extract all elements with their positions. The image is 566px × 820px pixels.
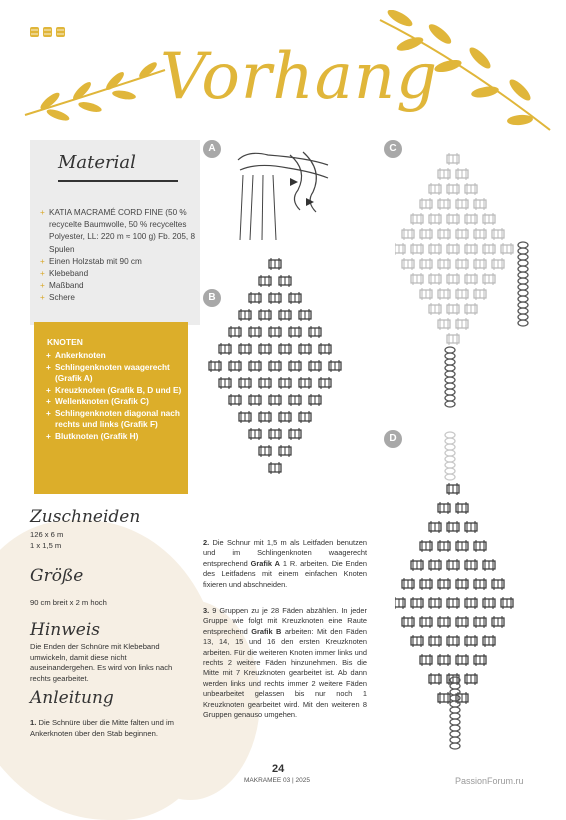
cross-knot bbox=[465, 303, 477, 315]
step-text: arbeiten: Mit den Fäden 13, 14, 15 und 16 den ersten Kreuzknoten arbeiten. Für die weiteren Knoten immer links und rechts 2 weitere Fäden hinzunehmen. Bis die Mitte mit 7 Kreuzknoten gearbeitet ist. Ab dann werden links und rechts immer 2 weitere Fäden unbearbeitet gelassen bis nur noch 1 Kreuzknoten gearbeitet wird. Mit den weiteren 8 Gruppen genauso umgehen. bbox=[203, 626, 367, 720]
cross-knot bbox=[420, 540, 432, 552]
cross-knot bbox=[319, 377, 331, 389]
cross-knot bbox=[438, 198, 450, 210]
material-list bbox=[40, 207, 198, 305]
zuschneiden-line: 126 x 6 m bbox=[30, 530, 64, 539]
cross-knot bbox=[438, 616, 450, 628]
chain-link bbox=[450, 719, 460, 725]
graphic-label-d: D bbox=[384, 430, 402, 448]
step-number: 1. bbox=[30, 718, 37, 727]
cross-knot bbox=[289, 394, 301, 406]
anleitung-step1 bbox=[30, 718, 192, 739]
cross-knot bbox=[456, 578, 468, 590]
chain-link bbox=[450, 725, 460, 731]
cross-knot bbox=[474, 540, 486, 552]
cross-knot bbox=[465, 521, 477, 533]
cross-knot bbox=[259, 343, 271, 355]
zuschneiden-line: 1 x 1,5 m bbox=[30, 541, 62, 550]
graphic-b-diamond bbox=[200, 255, 350, 500]
cross-knot bbox=[465, 183, 477, 195]
list-item: + Blutknoten (Grafik H) bbox=[46, 431, 184, 443]
chain-link bbox=[445, 359, 455, 365]
cross-knot bbox=[249, 292, 261, 304]
chain-link bbox=[450, 683, 460, 689]
cross-knot bbox=[492, 616, 504, 628]
cross-knot bbox=[249, 360, 261, 372]
cross-knot bbox=[438, 228, 450, 240]
cross-knot bbox=[249, 394, 261, 406]
cross-knot bbox=[456, 318, 468, 330]
cross-knot bbox=[239, 411, 251, 423]
step-text: Die Schnüre über die Mitte falten und im Ankerknoten über den Stab beginnen. bbox=[30, 718, 174, 738]
cross-knot bbox=[269, 258, 281, 270]
cross-knot bbox=[420, 654, 432, 666]
chain-link bbox=[445, 450, 455, 456]
chain-link bbox=[450, 743, 460, 749]
cross-knot bbox=[456, 168, 468, 180]
cross-knot bbox=[289, 326, 301, 338]
cross-knot bbox=[456, 228, 468, 240]
step-text: Die Schnur mit 1,5 m als Leitfaden benutzen und im Schlingenknoten waagerecht entsprechend bbox=[203, 538, 367, 568]
cross-knot bbox=[456, 654, 468, 666]
chain-link bbox=[450, 707, 460, 713]
cross-knot bbox=[269, 326, 281, 338]
watermark: PassionForum.ru bbox=[455, 776, 524, 786]
cross-knot bbox=[456, 502, 468, 514]
chain-link bbox=[445, 395, 455, 401]
cross-knot bbox=[279, 275, 291, 287]
chain-link bbox=[518, 308, 528, 314]
graphic-reference: Grafik A bbox=[250, 558, 280, 568]
cross-knot bbox=[289, 292, 301, 304]
cross-knot bbox=[483, 635, 495, 647]
cross-knot bbox=[411, 243, 423, 255]
cross-knot bbox=[269, 292, 281, 304]
chain-link bbox=[445, 438, 455, 444]
cross-knot bbox=[447, 483, 459, 495]
list-item: + Ankerknoten bbox=[46, 350, 184, 362]
step-number: 3. bbox=[203, 606, 210, 615]
chain-link bbox=[518, 242, 528, 248]
cross-knot bbox=[309, 394, 321, 406]
cross-knot bbox=[429, 559, 441, 571]
cross-knot bbox=[483, 597, 495, 609]
cross-knot bbox=[447, 559, 459, 571]
cross-knot bbox=[402, 616, 414, 628]
hinweis-text: Die Enden der Schnüre mit Klebeband umwickeln, damit diese nicht auseinandergehen. Es wird von links nach rechts gearbeitet. bbox=[30, 642, 173, 683]
cross-knot bbox=[429, 243, 441, 255]
cross-knot bbox=[420, 258, 432, 270]
cross-knot bbox=[447, 635, 459, 647]
cross-knot bbox=[456, 258, 468, 270]
cross-knot bbox=[474, 578, 486, 590]
cross-knot bbox=[229, 326, 241, 338]
cross-knot bbox=[465, 559, 477, 571]
cross-knot bbox=[309, 326, 321, 338]
cross-knot bbox=[474, 198, 486, 210]
cross-knot bbox=[420, 288, 432, 300]
cross-knot bbox=[411, 635, 423, 647]
chain-link bbox=[518, 254, 528, 260]
chain-link bbox=[518, 284, 528, 290]
cross-knot bbox=[447, 153, 459, 165]
cross-knot bbox=[259, 377, 271, 389]
cross-knot bbox=[465, 597, 477, 609]
cross-knot bbox=[429, 597, 441, 609]
cross-knot bbox=[299, 343, 311, 355]
cross-knot bbox=[456, 288, 468, 300]
cross-knot bbox=[209, 360, 221, 372]
cross-knot bbox=[429, 521, 441, 533]
list-item: + Schlingenknoten diagonal nach rechts und links (Grafik F) bbox=[46, 408, 184, 431]
cross-knot bbox=[483, 273, 495, 285]
chain-link bbox=[445, 353, 455, 359]
cross-knot bbox=[279, 343, 291, 355]
cross-knot bbox=[269, 360, 281, 372]
cross-knot bbox=[420, 616, 432, 628]
cross-knot bbox=[299, 411, 311, 423]
cross-knot bbox=[438, 502, 450, 514]
cross-knot bbox=[438, 318, 450, 330]
cross-knot bbox=[229, 394, 241, 406]
cross-knot bbox=[219, 377, 231, 389]
cross-knot bbox=[474, 654, 486, 666]
page-number: 24 bbox=[272, 763, 285, 775]
cross-knot bbox=[447, 213, 459, 225]
cross-knot bbox=[492, 228, 504, 240]
cross-knot bbox=[447, 597, 459, 609]
cross-knot bbox=[239, 309, 251, 321]
chain-link bbox=[445, 468, 455, 474]
cross-knot bbox=[420, 228, 432, 240]
knoten-list bbox=[46, 350, 184, 442]
chain-link bbox=[445, 444, 455, 450]
divider bbox=[58, 180, 178, 182]
step-text: 9 Gruppen zu je 28 Fäden abzählen. In jeder Gruppe wie folgt mit Kreuzknoten eine Raute entsprechend bbox=[203, 606, 367, 636]
cross-knot bbox=[483, 213, 495, 225]
cross-knot bbox=[456, 540, 468, 552]
cross-knot bbox=[483, 559, 495, 571]
chain-link bbox=[518, 320, 528, 326]
cross-knot bbox=[411, 559, 423, 571]
cross-knot bbox=[395, 243, 405, 255]
chain-link bbox=[518, 296, 528, 302]
cross-knot bbox=[402, 578, 414, 590]
cross-knot bbox=[411, 597, 423, 609]
cross-knot bbox=[492, 258, 504, 270]
chain-link bbox=[450, 737, 460, 743]
chain-link bbox=[445, 365, 455, 371]
graphic-label-c: C bbox=[384, 140, 402, 158]
cross-knot bbox=[501, 243, 513, 255]
cross-knot bbox=[269, 394, 281, 406]
chain-link bbox=[445, 432, 455, 438]
list-item: + Maßband bbox=[40, 280, 198, 292]
cross-knot bbox=[429, 635, 441, 647]
cross-knot bbox=[239, 343, 251, 355]
cross-knot bbox=[438, 258, 450, 270]
cross-knot bbox=[299, 377, 311, 389]
list-item: + Schere bbox=[40, 292, 198, 304]
cross-knot bbox=[249, 326, 261, 338]
leaf-branch-left-icon bbox=[20, 55, 170, 125]
chain-link bbox=[518, 266, 528, 272]
list-item: + Kreuzknoten (Grafik B, D und E) bbox=[46, 385, 184, 397]
graphic-label-b: B bbox=[203, 289, 221, 307]
cross-knot bbox=[483, 243, 495, 255]
chain-link bbox=[518, 278, 528, 284]
cross-knot bbox=[402, 228, 414, 240]
cross-knot bbox=[289, 360, 301, 372]
groesse-heading: Größe bbox=[30, 566, 84, 586]
cross-knot bbox=[259, 309, 271, 321]
chain-link bbox=[445, 456, 455, 462]
page-title: Vorhang bbox=[160, 40, 439, 114]
groesse-text: 90 cm breit x 2 m hoch bbox=[30, 598, 107, 607]
cross-knot bbox=[438, 288, 450, 300]
cross-knot bbox=[447, 183, 459, 195]
cross-knot bbox=[402, 258, 414, 270]
cross-knot bbox=[447, 243, 459, 255]
cross-knot bbox=[438, 578, 450, 590]
graphic-reference: Grafik B bbox=[251, 626, 282, 636]
cross-knot bbox=[429, 183, 441, 195]
chain-link bbox=[445, 401, 455, 407]
cross-knot bbox=[299, 309, 311, 321]
cross-knot bbox=[492, 578, 504, 590]
chain-link bbox=[450, 731, 460, 737]
yarn-spools-icon bbox=[30, 26, 66, 38]
list-item: + Einen Holzstab mit 90 cm bbox=[40, 256, 198, 268]
list-item: + Klebeband bbox=[40, 268, 198, 280]
anleitung-heading: Anleitung bbox=[30, 688, 114, 708]
chain-link bbox=[445, 371, 455, 377]
cross-knot bbox=[229, 360, 241, 372]
chain-link bbox=[518, 290, 528, 296]
cross-knot bbox=[420, 198, 432, 210]
graphic-c-diamond bbox=[395, 150, 545, 420]
cross-knot bbox=[465, 243, 477, 255]
cross-knot bbox=[465, 673, 477, 685]
chain-link bbox=[450, 713, 460, 719]
cross-knot bbox=[456, 692, 468, 704]
cross-knot bbox=[447, 273, 459, 285]
cross-knot bbox=[279, 377, 291, 389]
hinweis-heading: Hinweis bbox=[30, 620, 100, 640]
cross-knot bbox=[259, 445, 271, 457]
cross-knot bbox=[239, 377, 251, 389]
cross-knot bbox=[420, 578, 432, 590]
cross-knot bbox=[329, 360, 341, 372]
cross-knot bbox=[219, 343, 231, 355]
cross-knot bbox=[447, 521, 459, 533]
chain-link bbox=[445, 377, 455, 383]
cross-knot bbox=[289, 428, 301, 440]
cross-knot bbox=[279, 309, 291, 321]
cross-knot bbox=[269, 428, 281, 440]
cross-knot bbox=[438, 540, 450, 552]
step-text: 1 R. arbeiten. Die Enden des Leitfadens mit einem einfachen Knoten fixieren und abschneiden. bbox=[203, 558, 368, 589]
cross-knot bbox=[438, 654, 450, 666]
chain-link bbox=[445, 383, 455, 389]
graphic-a-illustration bbox=[228, 140, 338, 240]
material-heading: Material bbox=[58, 152, 136, 173]
cross-knot bbox=[438, 692, 450, 704]
cross-knot bbox=[447, 303, 459, 315]
cross-knot bbox=[465, 213, 477, 225]
cross-knot bbox=[269, 462, 281, 474]
step3-text bbox=[203, 606, 367, 720]
knoten-heading: KNOTEN bbox=[47, 337, 83, 347]
cross-knot bbox=[259, 411, 271, 423]
cross-knot bbox=[309, 360, 321, 372]
chain-link bbox=[518, 248, 528, 254]
cross-knot bbox=[465, 635, 477, 647]
cross-knot bbox=[474, 288, 486, 300]
cross-knot bbox=[474, 228, 486, 240]
cross-knot bbox=[456, 198, 468, 210]
zuschneiden-heading: Zuschneiden bbox=[30, 507, 141, 527]
cross-knot bbox=[429, 213, 441, 225]
cross-knot bbox=[501, 597, 513, 609]
chain-link bbox=[445, 347, 455, 353]
cross-knot bbox=[429, 673, 441, 685]
cross-knot bbox=[411, 273, 423, 285]
cross-knot bbox=[429, 273, 441, 285]
cross-knot bbox=[456, 616, 468, 628]
step-number: 2. bbox=[203, 538, 210, 547]
cross-knot bbox=[429, 303, 441, 315]
cross-knot bbox=[447, 333, 459, 345]
step2-text bbox=[203, 538, 367, 590]
cross-knot bbox=[259, 275, 271, 287]
list-item: + KATIA MACRAMÉ CORD FINE (50 % recycelte Baumwolle, 50 % recyceltes Polyester, LL: 220 m ≈ 100 g) Fb. 205, 8 Spulen bbox=[40, 207, 198, 256]
cross-knot bbox=[395, 597, 405, 609]
chain-link bbox=[445, 462, 455, 468]
chain-link bbox=[518, 272, 528, 278]
chain-link bbox=[445, 474, 455, 480]
cross-knot bbox=[279, 411, 291, 423]
chain-link bbox=[518, 302, 528, 308]
chain-link bbox=[518, 314, 528, 320]
cross-knot bbox=[438, 168, 450, 180]
list-item: + Wellenknoten (Grafik C) bbox=[46, 396, 184, 408]
list-item: + Schlingenknoten waagerecht (Grafik A) bbox=[46, 362, 184, 385]
cross-knot bbox=[474, 616, 486, 628]
cross-knot bbox=[319, 343, 331, 355]
chain-link bbox=[518, 260, 528, 266]
graphic-label-a: A bbox=[203, 140, 221, 158]
cross-knot bbox=[279, 445, 291, 457]
graphic-d-diamond bbox=[395, 430, 545, 760]
cross-knot bbox=[474, 258, 486, 270]
cross-knot bbox=[465, 273, 477, 285]
chain-link bbox=[445, 389, 455, 395]
cross-knot bbox=[411, 213, 423, 225]
cross-knot bbox=[249, 428, 261, 440]
magazine-name: MAKRAMEE 03 | 2025 bbox=[244, 777, 310, 784]
